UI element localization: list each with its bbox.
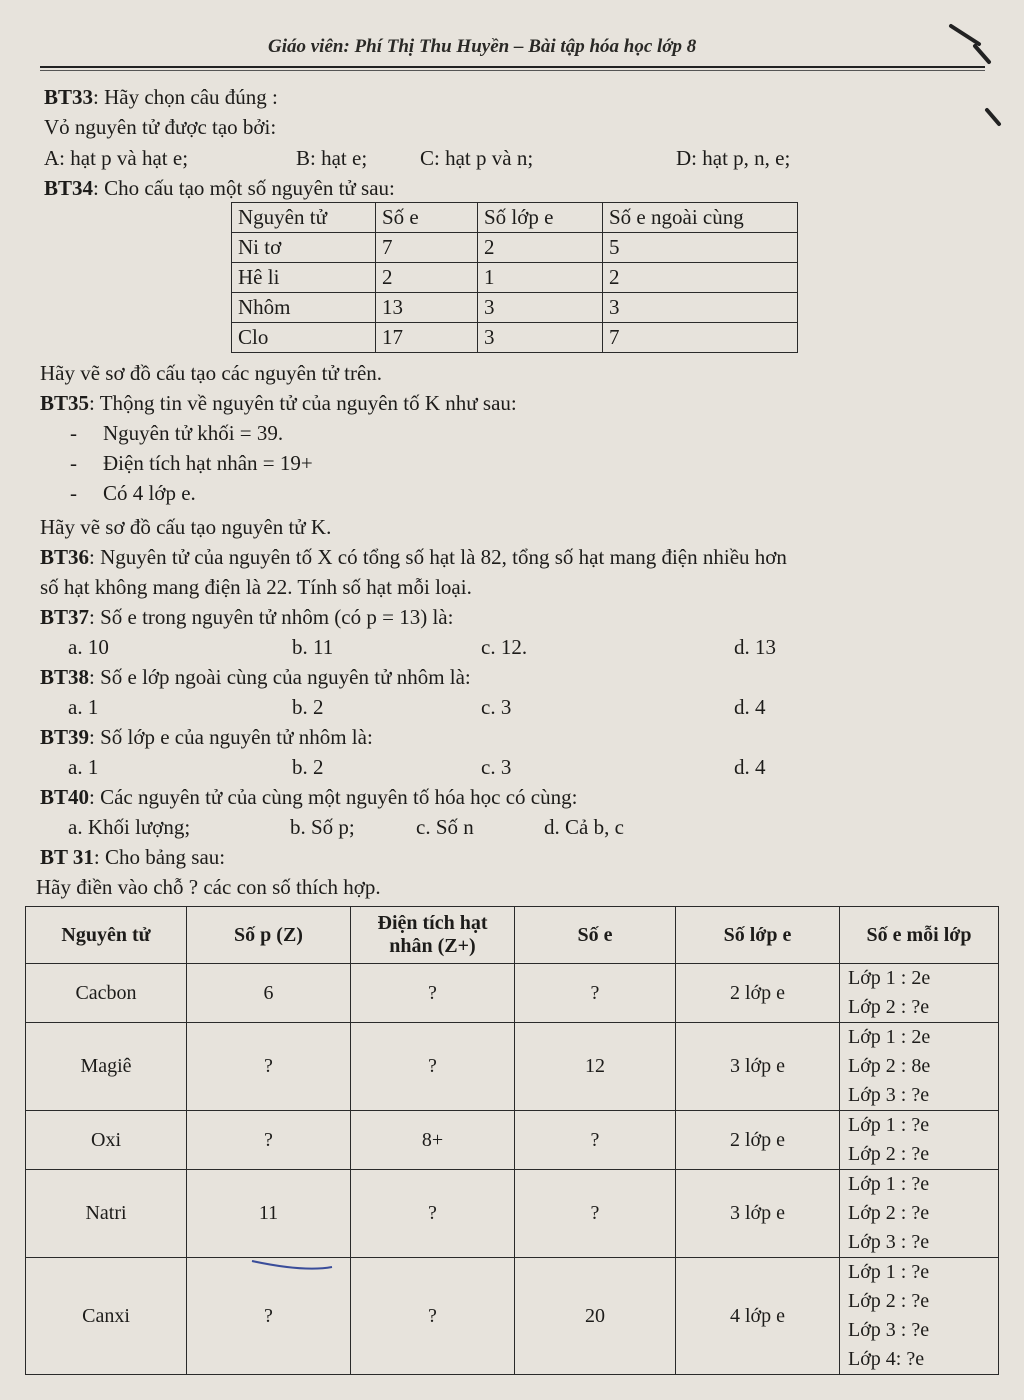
atom-structure-table: [231, 202, 798, 353]
bt35-instruction: Hãy vẽ sơ đồ cấu tạo nguyên tử K.: [40, 515, 332, 539]
table-header-cell: Số e mỗi lớp: [840, 907, 999, 964]
shell-list: Lớp 1 : 2e Lớp 2 : 8e Lớp 3 : ?e: [840, 1023, 999, 1111]
bt34-question: BT34: Cho cấu tạo một số nguyên tử sau:: [44, 176, 395, 200]
pen-stroke-icon: [250, 1255, 340, 1279]
table-header-cell: Nguyên tử: [232, 203, 376, 233]
bt37-option-b: b. 11: [292, 635, 334, 659]
bt33-label: BT33: [44, 85, 94, 109]
table-header-cell: Số lớp e: [478, 203, 603, 233]
bt40-option-c: c. Số n: [416, 815, 474, 839]
bt39-option-a: a. 1: [68, 755, 99, 779]
bt39-label: BT39: [40, 725, 90, 749]
bt37-question: BT37: Số e trong nguyên tử nhôm (có p = 13) là:: [40, 605, 454, 629]
bt31-question: BT 31: Cho bảng sau:: [40, 845, 226, 869]
bt35-item-3: Có 4 lớp e.: [103, 481, 196, 505]
shell-list: Lớp 1 : 2e Lớp 2 : ?e: [840, 964, 999, 1023]
table-row: Oxi ? 8+ ? 2 lớp e Lớp 1 : ?e Lớp 2 : ?e: [26, 1111, 999, 1170]
bt34-instruction: Hãy vẽ sơ đồ cấu tạo các nguyên tử trên.: [40, 361, 383, 385]
table-row: Magiê ? ? 12 3 lớp e Lớp 1 : 2e Lớp 2 : 8e Lớp 3 : ?e: [26, 1023, 999, 1111]
shell-list: Lớp 1 : ?e Lớp 2 : ?e Lớp 3 : ?e: [840, 1170, 999, 1258]
bt40-label: BT40: [40, 785, 90, 809]
bt38-question: BT38: Số e lớp ngoài cùng của nguyên tử nhôm là:: [40, 665, 471, 689]
page-header: Giáo viên: Phí Thị Thu Huyền – Bài tập hóa học lớp 8: [268, 36, 697, 57]
table-header-cell: Số e ngoài cùng: [603, 203, 798, 233]
table-header-cell: Nguyên tử: [26, 907, 187, 964]
bt35-bullet: -: [70, 451, 77, 475]
shell-list: Lớp 1 : ?e Lớp 2 : ?e Lớp 3 : ?e Lớp 4: ?e: [840, 1258, 999, 1375]
bt38-option-c: c. 3: [481, 695, 512, 719]
bt40-option-a: a. Khối lượng;: [68, 815, 191, 839]
bt31-label: BT 31: [40, 845, 94, 869]
table-header-row: [26, 907, 999, 964]
bt39-option-b: b. 2: [292, 755, 324, 779]
bt35-label: BT35: [40, 391, 90, 415]
bt37-label: BT37: [40, 605, 90, 629]
bt33-option-a: A: hạt p và hạt e;: [44, 146, 189, 170]
bt38-option-a: a. 1: [68, 695, 99, 719]
bt39-option-c: c. 3: [481, 755, 512, 779]
table-row: Natri 11 ? ? 3 lớp e Lớp 1 : ?e Lớp 2 : ?e Lớp 3 : ?e: [26, 1170, 999, 1258]
bt31-instruction: Hãy điền vào chỗ ? các con số thích hợp.: [36, 875, 381, 899]
bt39-option-d: d. 4: [734, 755, 766, 779]
table-row: Canxi ? ? 20 4 lớp e Lớp 1 : ?e Lớp 2 : ?e Lớp 3 : ?e Lớp 4: ?e: [26, 1258, 999, 1375]
shell-list: Lớp 1 : ?e Lớp 2 : ?e: [840, 1111, 999, 1170]
bt37-option-a: a. 10: [68, 635, 109, 659]
table-row: Clo 17 3 7: [232, 323, 798, 353]
bt37-option-d: d. 13: [734, 635, 776, 659]
bt39-question: BT39: Số lớp e của nguyên tử nhôm là:: [40, 725, 373, 749]
bt33-line2: Vỏ nguyên tử được tạo bởi:: [44, 115, 277, 139]
table-row: Hê li 2 1 2: [232, 263, 798, 293]
bt33-option-d: D: hạt p, n, e;: [676, 146, 791, 170]
bt38-option-b: b. 2: [292, 695, 324, 719]
pen-mark-icon: [945, 18, 1005, 128]
header-rule: [40, 66, 985, 68]
bt40-option-d: d. Cả b, c: [544, 815, 624, 839]
bt36-label: BT36: [40, 545, 90, 569]
fill-in-table: [25, 906, 999, 1375]
table-header-cell: Số lớp e: [676, 907, 840, 964]
bt40-option-b: b. Số p;: [290, 815, 355, 839]
bt38-label: BT38: [40, 665, 90, 689]
table-header-cell: Điện tích hạt nhân (Z+): [351, 907, 515, 964]
bt37-option-c: c. 12.: [481, 635, 528, 659]
table-row: Ni tơ 7 2 5: [232, 233, 798, 263]
header-rule-thin: [40, 70, 985, 71]
table-header-cell: Số e: [515, 907, 676, 964]
bt40-question: BT40: Các nguyên tử của cùng một nguyên tố hóa học có cùng:: [40, 785, 578, 809]
bt35-item-1: Nguyên tử khối = 39.: [103, 421, 284, 445]
bt35-bullet: -: [70, 421, 77, 445]
table-header-cell: Số e: [376, 203, 478, 233]
bt35-bullet: -: [70, 481, 77, 505]
bt38-option-d: d. 4: [734, 695, 766, 719]
bt33-option-c: C: hạt p và n;: [420, 146, 534, 170]
table-row: Nhôm 13 3 3: [232, 293, 798, 323]
bt35-item-2: Điện tích hạt nhân = 19+: [103, 451, 313, 475]
bt35-question: BT35: Thộng tin về nguyên tử của nguyên tố K như sau:: [40, 391, 517, 415]
bt36-question: BT36: Nguyên tử của nguyên tố X có tổng số hạt là 82, tổng số hạt mang điện nhiều hơn: [40, 545, 787, 569]
bt33-option-b: B: hạt e;: [296, 146, 368, 170]
table-header-cell: Số p (Z): [187, 907, 351, 964]
table-row: Cacbon 6 ? ? 2 lớp e Lớp 1 : 2e Lớp 2 : ?e: [26, 964, 999, 1023]
bt34-label: BT34: [44, 176, 94, 200]
bt33-question: BT33: Hãy chọn câu đúng :: [44, 85, 278, 109]
bt36-line2: số hạt không mang điện là 22. Tính số hạt mỗi loại.: [40, 575, 472, 599]
table-header-row: [232, 203, 798, 233]
